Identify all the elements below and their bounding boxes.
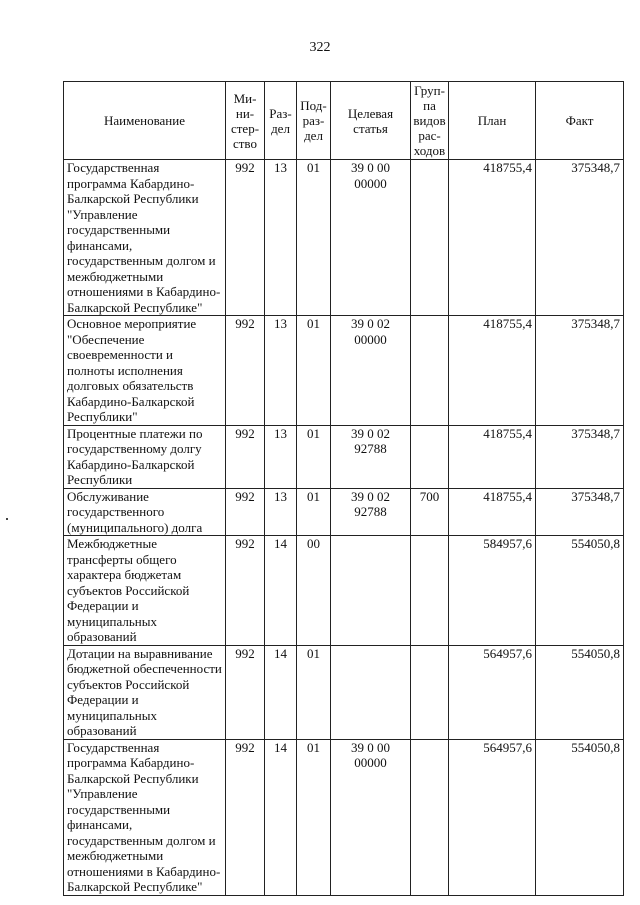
cell-subsection: 01 (297, 645, 331, 739)
cell-target: 39 0 02 00000 (331, 316, 411, 426)
cell-name: Межбюджетные трансферты общего характера бюджетам субъектов Российской Федерации и муниципальных образований (64, 536, 226, 646)
cell-fact: 554050,8 (536, 739, 624, 895)
cell-group (411, 425, 449, 488)
header-section: Раз- дел (265, 82, 297, 160)
cell-group (411, 536, 449, 646)
header-ministry: Ми- ни- стер- ство (226, 82, 265, 160)
cell-section: 13 (265, 316, 297, 426)
cell-name: Обслуживание государственного (муниципального) долга (64, 488, 226, 536)
cell-fact: 554050,8 (536, 536, 624, 646)
cell-subsection: 01 (297, 160, 331, 316)
cell-ministry: 992 (226, 488, 265, 536)
cell-target: 39 0 02 92788 (331, 425, 411, 488)
header-expense-group: Груп- па видов рас- ходов (411, 82, 449, 160)
cell-target: 39 0 02 92788 (331, 488, 411, 536)
header-fact: Факт (536, 82, 624, 160)
cell-fact: 375348,7 (536, 488, 624, 536)
cell-group (411, 316, 449, 426)
header-target: Целевая статья (331, 82, 411, 160)
header-name: Наименование (64, 82, 226, 160)
cell-ministry: 992 (226, 316, 265, 426)
cell-name: Дотации на выравнивание бюджетной обеспеченности субъектов Российской Федерации и муниципальных образований (64, 645, 226, 739)
budget-table (63, 81, 624, 896)
cell-target: 39 0 00 00000 (331, 160, 411, 316)
cell-section: 13 (265, 160, 297, 316)
cell-name: Основное мероприятие "Обеспечение своевременности и полноты исполнения долговых обязательств Кабардино-Балкарской Республики" (64, 316, 226, 426)
cell-group (411, 739, 449, 895)
cell-plan: 564957,6 (449, 739, 536, 895)
cell-target (331, 536, 411, 646)
cell-name: Государственная программа Кабардино-Балкарской Республики "Управление государственными финансами, государственным долгом и межбюджетными отношениями в Кабардино-Балкарской Республике" (64, 739, 226, 895)
cell-name: Процентные платежи по государственному долгу Кабардино-Балкарской Республики (64, 425, 226, 488)
cell-group (411, 160, 449, 316)
cell-ministry: 992 (226, 536, 265, 646)
table-header-row (64, 82, 624, 160)
scan-dot (6, 518, 8, 520)
table-row (64, 645, 624, 739)
cell-section: 13 (265, 425, 297, 488)
cell-group: 700 (411, 488, 449, 536)
cell-plan: 418755,4 (449, 160, 536, 316)
table-row (64, 316, 624, 426)
cell-plan: 564957,6 (449, 645, 536, 739)
cell-target: 39 0 00 00000 (331, 739, 411, 895)
cell-fact: 375348,7 (536, 425, 624, 488)
cell-subsection: 01 (297, 488, 331, 536)
cell-ministry: 992 (226, 160, 265, 316)
cell-target (331, 645, 411, 739)
cell-subsection: 00 (297, 536, 331, 646)
cell-section: 14 (265, 536, 297, 646)
cell-fact: 375348,7 (536, 160, 624, 316)
cell-section: 14 (265, 645, 297, 739)
cell-ministry: 992 (226, 425, 265, 488)
cell-subsection: 01 (297, 316, 331, 426)
cell-ministry: 992 (226, 739, 265, 895)
cell-plan: 584957,6 (449, 536, 536, 646)
page-number: 322 (309, 40, 331, 55)
header-subsection: Под- раз- дел (297, 82, 331, 160)
cell-section: 14 (265, 739, 297, 895)
table-row (64, 536, 624, 646)
cell-fact: 375348,7 (536, 316, 624, 426)
cell-subsection: 01 (297, 739, 331, 895)
cell-plan: 418755,4 (449, 316, 536, 426)
cell-section: 13 (265, 488, 297, 536)
table-row (64, 739, 624, 895)
cell-fact: 554050,8 (536, 645, 624, 739)
cell-name: Государственная программа Кабардино-Балкарской Республики "Управление государственными финансами, государственным долгом и межбюджетными отношениями в Кабардино-Балкарской Республике" (64, 160, 226, 316)
table-row (64, 425, 624, 488)
header-plan: План (449, 82, 536, 160)
cell-ministry: 992 (226, 645, 265, 739)
table-row (64, 160, 624, 316)
cell-plan: 418755,4 (449, 425, 536, 488)
table-row (64, 488, 624, 536)
cell-group (411, 645, 449, 739)
cell-plan: 418755,4 (449, 488, 536, 536)
cell-subsection: 01 (297, 425, 331, 488)
